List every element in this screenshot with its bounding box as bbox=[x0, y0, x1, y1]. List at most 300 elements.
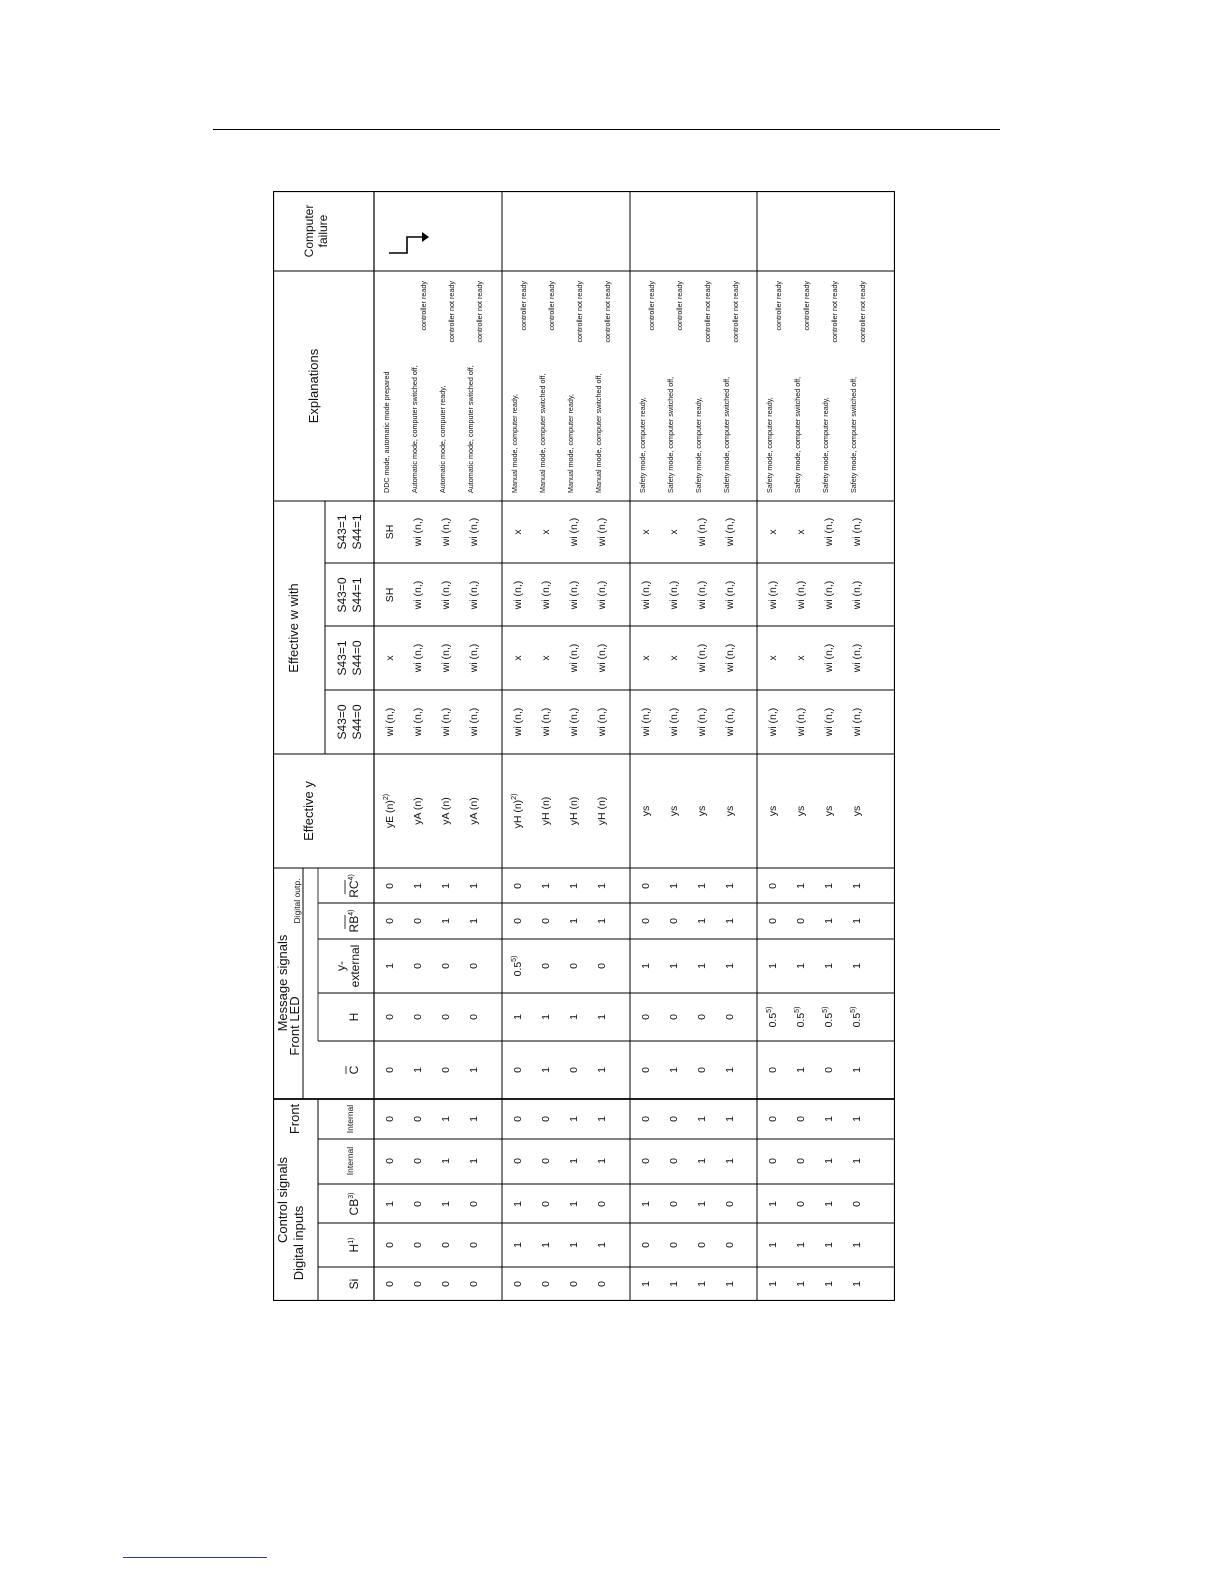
col-s-combo: S43=1 bbox=[335, 640, 349, 676]
cell-si: 1 bbox=[851, 1281, 863, 1287]
bent-arrow-down-icon bbox=[389, 237, 425, 253]
col-h-led: H bbox=[347, 1012, 361, 1022]
cell-w10: wi (n,) bbox=[724, 643, 736, 673]
cell-si: 0 bbox=[468, 1281, 480, 1287]
header-front-led: Front LED bbox=[287, 996, 302, 1056]
cell-c: 1 bbox=[724, 1067, 736, 1073]
cell-w10: x bbox=[384, 655, 396, 661]
bent-arrow-head-icon bbox=[422, 232, 429, 242]
cell-rc: 1 bbox=[440, 883, 452, 889]
cell-hled: 0.5$^{5)}$ bbox=[766, 1006, 779, 1028]
header-effective-w: Effective w with bbox=[286, 583, 301, 673]
cell-h: 1 bbox=[512, 1242, 524, 1248]
top-rule bbox=[213, 129, 1000, 130]
cell-w10: x bbox=[795, 655, 807, 661]
cell-yext: 0 bbox=[412, 963, 424, 969]
cell-rb: 0 bbox=[540, 918, 552, 924]
col-s-combo: S44=0 bbox=[350, 704, 364, 740]
cell-rc: 0 bbox=[512, 883, 524, 889]
cell-rc: 0 bbox=[640, 883, 652, 889]
cell-w10: x bbox=[540, 655, 552, 661]
cell-rb: 0 bbox=[384, 918, 396, 924]
cell-yext: 0 bbox=[540, 963, 552, 969]
cell-si: 0 bbox=[568, 1281, 580, 1287]
cell-yext: 0 bbox=[440, 963, 452, 969]
cell-effective-y: ys bbox=[668, 805, 680, 817]
cell-cb: 0 bbox=[668, 1201, 680, 1207]
explanation-text: Automatic mode, computer ready, bbox=[438, 385, 447, 493]
explanation-text: controller not ready bbox=[447, 281, 456, 343]
col-c: C bbox=[347, 1065, 361, 1075]
col-rc: RC$^{4)}$ bbox=[347, 874, 361, 898]
cell-w11: x bbox=[640, 529, 652, 535]
cell-w10: wi (n,) bbox=[412, 643, 424, 673]
cell-yext: 1 bbox=[851, 963, 863, 969]
cell-hled: 0 bbox=[724, 1014, 736, 1020]
cell-yext: 1 bbox=[668, 963, 680, 969]
cell-int1: 0 bbox=[640, 1158, 652, 1164]
cell-w10: wi (n,) bbox=[440, 643, 452, 673]
cell-int2: 0 bbox=[668, 1116, 680, 1122]
cell-w00: wi (n,) bbox=[724, 707, 736, 737]
header-digital-outp: Digital outp. bbox=[292, 878, 302, 924]
cell-w10: wi (n,) bbox=[823, 643, 835, 673]
cell-cb: 1 bbox=[384, 1201, 396, 1207]
cell-c: 0 bbox=[767, 1067, 779, 1073]
cell-hled: 0.5$^{5)}$ bbox=[794, 1006, 807, 1028]
cell-w00: wi (n,) bbox=[851, 707, 863, 737]
cell-effective-y: ys bbox=[696, 805, 708, 817]
col-s-combo: S43=0 bbox=[335, 577, 349, 613]
cell-cb: 1 bbox=[512, 1201, 524, 1207]
cell-cb: 1 bbox=[640, 1201, 652, 1207]
cell-cb: 1 bbox=[823, 1201, 835, 1207]
cell-si: 1 bbox=[795, 1281, 807, 1287]
cell-w11: wi (n,) bbox=[596, 517, 608, 547]
cell-w00: wi (n,) bbox=[440, 707, 452, 737]
cell-effective-y: ys bbox=[823, 805, 835, 817]
cell-rb: 1 bbox=[596, 918, 608, 924]
cell-effective-y: yA (n) bbox=[468, 797, 480, 825]
cell-int1: 0 bbox=[512, 1158, 524, 1164]
cell-effective-y: ys bbox=[724, 805, 736, 817]
cell-int2: 1 bbox=[724, 1116, 736, 1122]
cell-w00: wi (n,) bbox=[412, 707, 424, 737]
cell-w11: wi (n,) bbox=[851, 517, 863, 547]
cell-w11: wi (n,) bbox=[568, 517, 580, 547]
cell-w10: wi (n,) bbox=[851, 643, 863, 673]
cell-si: 0 bbox=[384, 1281, 396, 1287]
cell-hled: 1 bbox=[540, 1014, 552, 1020]
header-effective-y: Effective y bbox=[301, 781, 316, 841]
cell-w01: wi (n,) bbox=[696, 580, 708, 610]
cell-w01: wi (n,) bbox=[512, 580, 524, 610]
cell-w00: wi (n,) bbox=[468, 707, 480, 737]
cell-int1: 0 bbox=[795, 1158, 807, 1164]
cell-int2: 0 bbox=[640, 1116, 652, 1122]
cell-w00: wi (n,) bbox=[384, 707, 396, 737]
cell-w01: wi (n,) bbox=[468, 580, 480, 610]
cell-si: 1 bbox=[724, 1281, 736, 1287]
cell-rc: 1 bbox=[724, 883, 736, 889]
cell-h: 0 bbox=[724, 1242, 736, 1248]
cell-yext: 0.5$^{5)}$ bbox=[511, 955, 524, 977]
cell-h: 0 bbox=[468, 1242, 480, 1248]
cell-int1: 1 bbox=[724, 1158, 736, 1164]
cell-cb: 0 bbox=[412, 1201, 424, 1207]
cell-w10: wi (n,) bbox=[468, 643, 480, 673]
explanation-text: Manual mode, computer ready, bbox=[566, 394, 575, 493]
cell-h: 1 bbox=[767, 1242, 779, 1248]
cell-cb: 0 bbox=[851, 1201, 863, 1207]
cell-w00: wi (n,) bbox=[767, 707, 779, 737]
cell-w10: wi (n,) bbox=[596, 643, 608, 673]
cell-si: 0 bbox=[540, 1281, 552, 1287]
cell-si: 1 bbox=[668, 1281, 680, 1287]
cell-si: 1 bbox=[767, 1281, 779, 1287]
cell-rb: 1 bbox=[724, 918, 736, 924]
cell-effective-y: yA (n) bbox=[412, 797, 424, 825]
cell-w01: wi (n,) bbox=[540, 580, 552, 610]
cell-rc: 1 bbox=[568, 883, 580, 889]
header-digital-inputs: Digital inputs bbox=[291, 1205, 306, 1281]
explanation-text: controller not ready bbox=[830, 281, 839, 343]
cell-rc: 1 bbox=[540, 883, 552, 889]
col-cb: CB$^{3)}$ bbox=[347, 1192, 361, 1216]
cell-w11: wi (n,) bbox=[468, 517, 480, 547]
explanation-text: controller not ready bbox=[603, 281, 612, 343]
cell-h: 1 bbox=[795, 1242, 807, 1248]
cell-h: 1 bbox=[851, 1242, 863, 1248]
cell-w11: wi (n,) bbox=[412, 517, 424, 547]
col-internal-front: Internal bbox=[345, 1146, 355, 1176]
explanation-text: controller ready bbox=[419, 281, 428, 331]
col-s-combo: S44=1 bbox=[350, 514, 364, 550]
cell-w11: x bbox=[512, 529, 524, 535]
cell-w11: wi (n,) bbox=[440, 517, 452, 547]
cell-int1: 0 bbox=[668, 1158, 680, 1164]
explanation-text: Safety mode, computer ready, bbox=[694, 397, 703, 493]
cell-rb: 0 bbox=[668, 918, 680, 924]
cell-c: 1 bbox=[540, 1067, 552, 1073]
cell-yext: 0 bbox=[568, 963, 580, 969]
cell-w10: x bbox=[640, 655, 652, 661]
cell-int2: 1 bbox=[468, 1116, 480, 1122]
cell-hled: 1 bbox=[568, 1014, 580, 1020]
cell-hled: 0 bbox=[440, 1014, 452, 1020]
cell-rc: 1 bbox=[696, 883, 708, 889]
explanation-text: controller not ready bbox=[858, 281, 867, 343]
cell-rb: 1 bbox=[823, 918, 835, 924]
cell-effective-y: yE $(n)^{2)}$ bbox=[383, 793, 396, 829]
cell-h: 1 bbox=[568, 1242, 580, 1248]
cell-w01: wi (n,) bbox=[668, 580, 680, 610]
cell-w11: x bbox=[767, 529, 779, 535]
header-message-signals: Message signals bbox=[275, 934, 290, 1032]
explanation-text: controller not ready bbox=[475, 281, 484, 343]
cell-hled: 0 bbox=[412, 1014, 424, 1020]
cell-w00: wi (n,) bbox=[512, 707, 524, 737]
cell-rc: 1 bbox=[468, 883, 480, 889]
cell-int2: 1 bbox=[823, 1116, 835, 1122]
cell-hled: 0 bbox=[668, 1014, 680, 1020]
col-si: Si bbox=[347, 1278, 361, 1290]
cell-rb: 1 bbox=[440, 918, 452, 924]
cell-effective-y: yA (n) bbox=[440, 797, 452, 825]
cell-cb: 0 bbox=[468, 1201, 480, 1207]
cell-effective-y: ys bbox=[640, 805, 652, 817]
cell-w01: SH bbox=[384, 587, 396, 603]
header-front: Front bbox=[287, 1103, 302, 1135]
col-internal-led: Internal bbox=[345, 1104, 355, 1134]
cell-si: 0 bbox=[412, 1281, 424, 1287]
cell-c: 0 bbox=[384, 1067, 396, 1073]
cell-cb: 0 bbox=[724, 1201, 736, 1207]
cell-hled: 0 bbox=[384, 1014, 396, 1020]
cell-w11: wi (n,) bbox=[696, 517, 708, 547]
cell-yext: 1 bbox=[795, 963, 807, 969]
cell-rb: 0 bbox=[512, 918, 524, 924]
cell-int2: 0 bbox=[412, 1116, 424, 1122]
cell-h: 0 bbox=[668, 1242, 680, 1248]
cell-h: 0 bbox=[440, 1242, 452, 1248]
col-y-external: external bbox=[348, 944, 362, 988]
cell-h: 1 bbox=[823, 1242, 835, 1248]
cell-w01: wi (n,) bbox=[640, 580, 652, 610]
cell-w11: wi (n,) bbox=[823, 517, 835, 547]
cell-effective-y: yH (n) bbox=[540, 796, 552, 826]
cell-cb: 0 bbox=[540, 1201, 552, 1207]
cell-w11: x bbox=[540, 529, 552, 535]
explanation-text: DDC mode, automatic mode prepared bbox=[382, 371, 391, 493]
cell-w01: wi (n,) bbox=[568, 580, 580, 610]
cell-h: 0 bbox=[384, 1242, 396, 1248]
cell-c: 1 bbox=[795, 1067, 807, 1073]
cell-w01: wi (n,) bbox=[440, 580, 452, 610]
cell-int1: 1 bbox=[440, 1158, 452, 1164]
explanation-text: Safety mode, computer ready, bbox=[765, 397, 774, 493]
cell-rc: 1 bbox=[668, 883, 680, 889]
cell-c: 0 bbox=[696, 1067, 708, 1073]
explanation-text: controller ready bbox=[547, 281, 556, 331]
cell-hled: 1 bbox=[596, 1014, 608, 1020]
cell-c: 0 bbox=[440, 1067, 452, 1073]
cell-w01: wi (n,) bbox=[851, 580, 863, 610]
cell-yext: 1 bbox=[767, 963, 779, 969]
cell-effective-y: yH (n) bbox=[596, 796, 608, 826]
explanation-text: Safety mode, computer switched off, bbox=[849, 376, 858, 493]
cell-yext: 1 bbox=[724, 963, 736, 969]
cell-int1: 1 bbox=[823, 1158, 835, 1164]
cell-cb: 1 bbox=[767, 1201, 779, 1207]
cell-c: 1 bbox=[851, 1067, 863, 1073]
cell-w11: x bbox=[795, 529, 807, 535]
cell-w00: wi (n,) bbox=[640, 707, 652, 737]
cell-int1: 0 bbox=[540, 1158, 552, 1164]
signal-table bbox=[273, 191, 895, 1301]
cell-hled: 0.5$^{5)}$ bbox=[822, 1006, 835, 1028]
table-border bbox=[274, 192, 895, 1301]
explanation-text: controller not ready bbox=[703, 281, 712, 343]
cell-int1: 0 bbox=[412, 1158, 424, 1164]
col-s-combo: S43=0 bbox=[335, 704, 349, 740]
col-s-combo: S44=1 bbox=[350, 577, 364, 613]
cell-w01: wi (n,) bbox=[596, 580, 608, 610]
cell-int2: 1 bbox=[596, 1116, 608, 1122]
header-computer-failure: failure bbox=[316, 214, 330, 248]
cell-h: 0 bbox=[412, 1242, 424, 1248]
cell-cb: 0 bbox=[596, 1201, 608, 1207]
cell-yext: 1 bbox=[696, 963, 708, 969]
cell-w00: wi (n,) bbox=[540, 707, 552, 737]
explanation-text: Safety mode, computer ready, bbox=[821, 397, 830, 493]
cell-hled: 0 bbox=[468, 1014, 480, 1020]
cell-cb: 0 bbox=[795, 1201, 807, 1207]
cell-w11: x bbox=[668, 529, 680, 535]
cell-cb: 1 bbox=[440, 1201, 452, 1207]
cell-hled: 0 bbox=[640, 1014, 652, 1020]
cell-w00: wi (n,) bbox=[596, 707, 608, 737]
footnote-link-rule bbox=[123, 1557, 267, 1558]
cell-int1: 0 bbox=[767, 1158, 779, 1164]
cell-int1: 1 bbox=[851, 1158, 863, 1164]
cell-int1: 1 bbox=[696, 1158, 708, 1164]
explanation-text: controller ready bbox=[774, 281, 783, 331]
cell-c: 0 bbox=[512, 1067, 524, 1073]
col-y-external: y- bbox=[334, 961, 348, 971]
cell-cb: 1 bbox=[568, 1201, 580, 1207]
cell-h: 0 bbox=[640, 1242, 652, 1248]
cell-w00: wi (n,) bbox=[696, 707, 708, 737]
cell-c: 0 bbox=[823, 1067, 835, 1073]
cell-w10: x bbox=[767, 655, 779, 661]
cell-effective-y: yH (n) bbox=[568, 796, 580, 826]
cell-yext: 1 bbox=[640, 963, 652, 969]
cell-rb: 1 bbox=[468, 918, 480, 924]
explanation-text: Safety mode, computer ready, bbox=[638, 397, 647, 493]
cell-rb: 0 bbox=[767, 918, 779, 924]
cell-int2: 0 bbox=[540, 1116, 552, 1122]
cell-si: 0 bbox=[512, 1281, 524, 1287]
col-rb: RB$^{4)}$ bbox=[347, 909, 361, 933]
cell-rb: 1 bbox=[568, 918, 580, 924]
cell-w00: wi (n,) bbox=[795, 707, 807, 737]
cell-w00: wi (n,) bbox=[823, 707, 835, 737]
cell-yext: 0 bbox=[596, 963, 608, 969]
explanation-text: Automatic mode, computer switched off, bbox=[410, 365, 419, 493]
cell-c: 1 bbox=[668, 1067, 680, 1073]
explanation-text: controller not ready bbox=[731, 281, 740, 343]
cell-w10: x bbox=[668, 655, 680, 661]
cell-hled: 1 bbox=[512, 1014, 524, 1020]
cell-c: 0 bbox=[568, 1067, 580, 1073]
col-s-combo: S43=1 bbox=[335, 514, 349, 550]
cell-rc: 1 bbox=[412, 883, 424, 889]
explanation-text: Manual mode, computer switched off, bbox=[538, 373, 547, 493]
cell-int1: 1 bbox=[568, 1158, 580, 1164]
cell-hled: 0 bbox=[696, 1014, 708, 1020]
cell-w01: wi (n,) bbox=[412, 580, 424, 610]
cell-rb: 0 bbox=[795, 918, 807, 924]
cell-rb: 1 bbox=[851, 918, 863, 924]
cell-int2: 0 bbox=[795, 1116, 807, 1122]
explanation-text: Automatic mode, computer switched off, bbox=[466, 365, 475, 493]
cell-w01: wi (n,) bbox=[724, 580, 736, 610]
col-h: $H^{1)}$ bbox=[347, 1237, 361, 1253]
cell-w10: x bbox=[512, 655, 524, 661]
cell-int2: 0 bbox=[512, 1116, 524, 1122]
cell-h: 1 bbox=[540, 1242, 552, 1248]
cell-c: 1 bbox=[596, 1067, 608, 1073]
cell-si: 0 bbox=[596, 1281, 608, 1287]
explanation-text: controller not ready bbox=[575, 281, 584, 343]
cell-int1: 0 bbox=[384, 1158, 396, 1164]
explanation-text: Manual mode, computer ready, bbox=[510, 394, 519, 493]
explanation-text: controller ready bbox=[675, 281, 684, 331]
cell-rc: 1 bbox=[823, 883, 835, 889]
cell-int2: 1 bbox=[851, 1116, 863, 1122]
cell-w00: wi (n,) bbox=[568, 707, 580, 737]
rotated-table-svg bbox=[273, 191, 895, 1301]
cell-w01: wi (n,) bbox=[795, 580, 807, 610]
explanation-text: Safety mode, computer switched off, bbox=[793, 376, 802, 493]
cell-int2: 0 bbox=[384, 1116, 396, 1122]
cell-rc: 1 bbox=[795, 883, 807, 889]
explanation-text: Manual mode, computer switched off, bbox=[594, 373, 603, 493]
cell-w01: wi (n,) bbox=[767, 580, 779, 610]
cell-h: 1 bbox=[596, 1242, 608, 1248]
explanation-text: controller ready bbox=[802, 281, 811, 331]
cell-rc: 1 bbox=[596, 883, 608, 889]
cell-int2: 1 bbox=[440, 1116, 452, 1122]
cell-w10: wi (n,) bbox=[696, 643, 708, 673]
cell-int2: 1 bbox=[568, 1116, 580, 1122]
col-s-combo: S44=0 bbox=[350, 640, 364, 676]
cell-effective-y: ys bbox=[795, 805, 807, 817]
explanation-text: Safety mode, computer switched off, bbox=[722, 376, 731, 493]
cell-effective-y: yH $(n)^{2)}$ bbox=[511, 793, 524, 829]
cell-rb: 0 bbox=[412, 918, 424, 924]
cell-rc: 0 bbox=[384, 883, 396, 889]
explanation-text: Safety mode, computer switched off, bbox=[666, 376, 675, 493]
cell-int1: 1 bbox=[596, 1158, 608, 1164]
explanation-text: controller ready bbox=[647, 281, 656, 331]
cell-effective-y: ys bbox=[767, 805, 779, 817]
cell-hled: 0.5$^{5)}$ bbox=[850, 1006, 863, 1028]
cell-int1: 1 bbox=[468, 1158, 480, 1164]
header-explanations: Explanations bbox=[306, 348, 321, 424]
cell-int2: 0 bbox=[767, 1116, 779, 1122]
cell-si: 1 bbox=[696, 1281, 708, 1287]
explanation-text: controller ready bbox=[519, 281, 528, 331]
cell-h: 0 bbox=[696, 1242, 708, 1248]
cell-c: 1 bbox=[468, 1067, 480, 1073]
cell-si: 0 bbox=[440, 1281, 452, 1287]
cell-yext: 1 bbox=[823, 963, 835, 969]
cell-c: 1 bbox=[412, 1067, 424, 1073]
cell-w11: SH bbox=[384, 524, 396, 540]
cell-rc: 0 bbox=[767, 883, 779, 889]
cell-c: 0 bbox=[640, 1067, 652, 1073]
cell-rb: 1 bbox=[696, 918, 708, 924]
cell-yext: 1 bbox=[384, 963, 396, 969]
cell-effective-y: ys bbox=[851, 805, 863, 817]
cell-w00: wi (n,) bbox=[668, 707, 680, 737]
header-computer-failure: Computer bbox=[302, 204, 316, 258]
cell-rc: 1 bbox=[851, 883, 863, 889]
cell-w11: wi (n,) bbox=[724, 517, 736, 547]
cell-cb: 1 bbox=[696, 1201, 708, 1207]
